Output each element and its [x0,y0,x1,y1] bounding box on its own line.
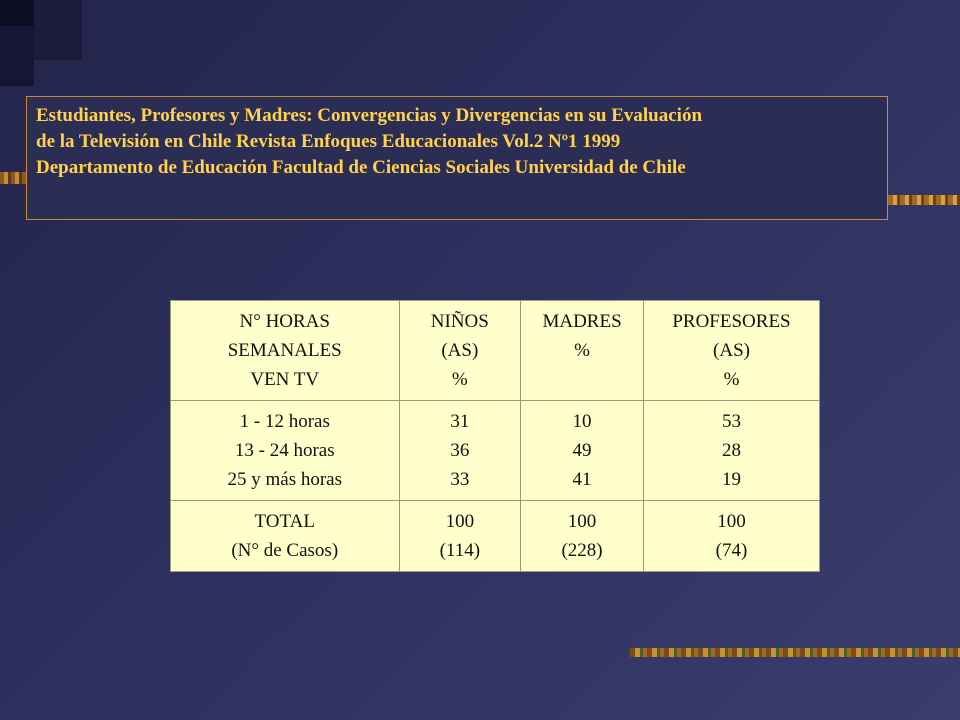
ninos-values-cell [399,401,521,501]
cell-value: TOTAL [254,511,315,532]
cell-value: 36 [450,440,470,461]
header-cell-madres [521,301,644,401]
cell-value: (N° de Casos) [231,540,339,561]
citation-line: Departamento de Educación Facultad de Ciencias Sociales Universidad de Chile [36,157,686,178]
header-text: % [723,369,740,390]
cell-value: 10 [572,411,592,432]
table-body-row [171,401,820,501]
decorative-stripe-bottom [630,648,960,657]
header-cell-profesores [643,301,819,401]
header-text: (AS) [713,340,750,361]
header-text: VEN TV [250,369,320,390]
cell-value: (74) [715,540,748,561]
header-text: % [451,369,468,390]
ninos-total-cell [399,501,521,572]
cell-value: 100 [445,511,475,532]
madres-total-cell [521,501,644,572]
corner-decoration [34,0,82,60]
corner-decoration [82,0,122,40]
header-text: NIÑOS [430,311,489,332]
total-label-cell [171,501,400,572]
corner-decoration [0,0,34,26]
cell-value: 49 [572,440,592,461]
table-total-row [171,501,820,572]
header-text: (AS) [441,340,479,361]
decorative-stripe-right [888,195,960,205]
cell-value: 53 [721,411,741,432]
header-text: MADRES [542,311,622,332]
cell-value: 31 [450,411,470,432]
cell-value: (114) [439,540,481,561]
header-text: N° HORAS [239,311,330,332]
citation-line: de la Televisión en Chile Revista Enfoques Educacionales Vol.2 Nº1 1999 [36,131,621,152]
header-text: PROFESORES [672,311,791,332]
cell-value: 28 [721,440,741,461]
header-cell-ninos [399,301,521,401]
source-citation-box [26,96,888,220]
citation-line: Estudiantes, Profesores y Madres: Convergencias y Divergencias en su Evaluación [36,105,703,126]
header-text: SEMANALES [227,340,342,361]
madres-values-cell [521,401,644,501]
cell-value: 25 y más horas [227,469,342,490]
cell-value: 100 [717,511,746,532]
cell-value: 33 [450,469,470,490]
cell-value: 41 [572,469,592,490]
header-cell-hours [171,301,400,401]
hours-ranges-cell [171,401,400,501]
decorative-stripe-left [0,172,26,184]
profesores-values-cell [643,401,819,501]
cell-value: 13 - 24 horas [234,440,335,461]
cell-value: 100 [567,511,597,532]
cell-value: 1 - 12 horas [239,411,330,432]
cell-value: (228) [561,540,603,561]
tv-hours-table [170,300,820,572]
cell-value: 19 [721,469,741,490]
corner-decoration [0,26,34,86]
table-header-row [171,301,820,401]
source-citation-text [36,103,878,181]
header-text: % [574,340,590,361]
profesores-total-cell [643,501,819,572]
